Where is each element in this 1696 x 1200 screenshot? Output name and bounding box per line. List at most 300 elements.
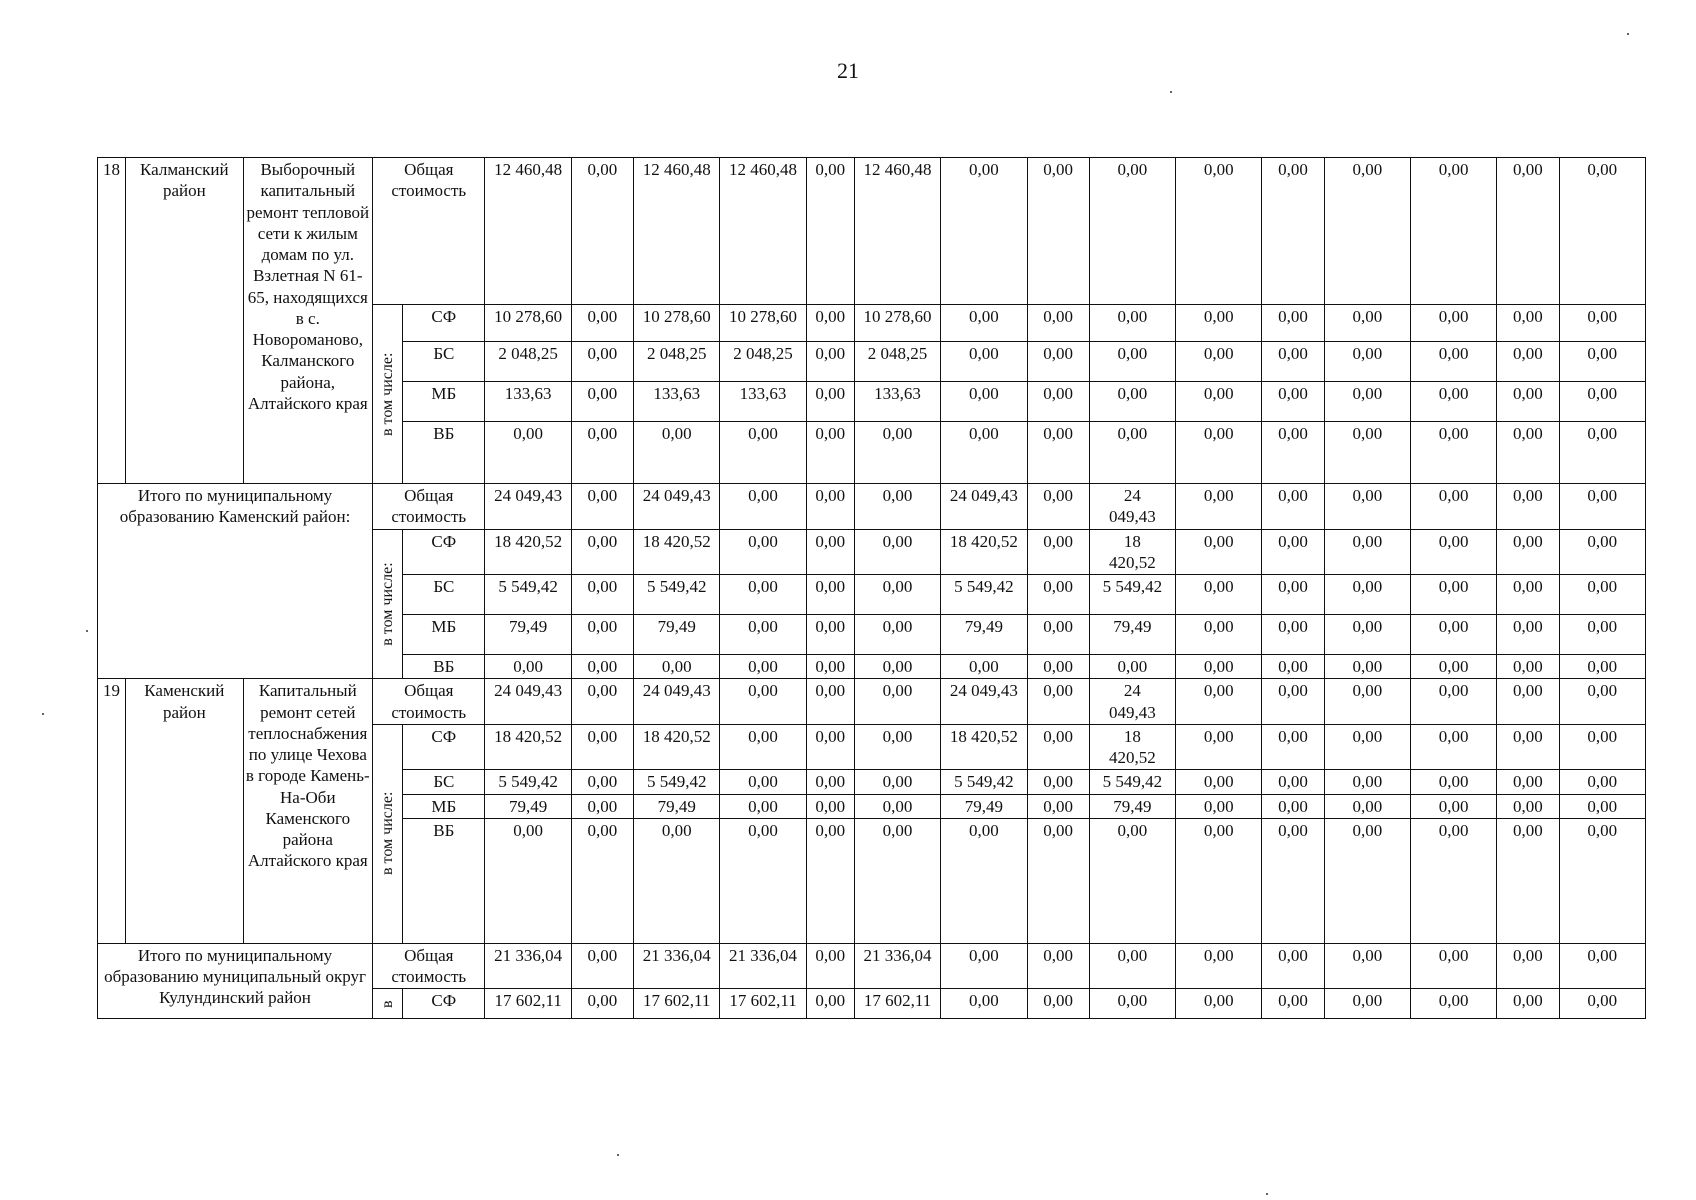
value-cell: 18 420,52 [1089, 724, 1175, 770]
value-cell: 0,00 [1324, 943, 1410, 989]
value-cell: 0,00 [571, 679, 633, 725]
value-cell: 12 460,48 [720, 158, 806, 305]
cost-type: СФ [403, 305, 485, 342]
page-number: 21 [837, 58, 859, 83]
value-cell: 2 048,25 [634, 342, 720, 382]
value-cell: 0,00 [571, 770, 633, 794]
project-description: Выборочный капитальный ремонт тепловой сети к жилым домам по ул. Взлетная N 61-65, находящихся в с. Новороманово, Калманского района, Алтайского края [243, 158, 373, 484]
sub-label-vertical [373, 724, 403, 943]
value-cell: 24 049,43 [1089, 679, 1175, 725]
value-cell: 0,00 [571, 158, 633, 305]
value-cell: 0,00 [1497, 818, 1559, 943]
value-cell: 0,00 [1497, 575, 1559, 615]
value-cell: 133,63 [854, 382, 940, 422]
value-cell: 2 048,25 [854, 342, 940, 382]
value-cell: 0,00 [1176, 615, 1262, 655]
value-cell: 0,00 [1027, 484, 1089, 530]
value-cell: 0,00 [1262, 575, 1324, 615]
cost-type-total: Общая стоимость [373, 679, 485, 725]
sub-label-text: в том числе: [378, 792, 396, 876]
value-cell: 0,00 [1559, 679, 1645, 725]
value-cell: 0,00 [1262, 679, 1324, 725]
value-cell: 0,00 [571, 382, 633, 422]
value-cell: 0,00 [1324, 484, 1410, 530]
cost-type: МБ [403, 615, 485, 655]
value-cell: 0,00 [1089, 305, 1175, 342]
value-cell: 0,00 [1497, 305, 1559, 342]
value-cell: 0,00 [1089, 342, 1175, 382]
value-cell: 0,00 [1089, 818, 1175, 943]
value-cell: 0,00 [1262, 655, 1324, 679]
value-cell: 17 602,11 [485, 989, 571, 1019]
value-cell: 0,00 [1089, 158, 1175, 305]
value-cell: 0,00 [806, 615, 854, 655]
value-cell: 10 278,60 [485, 305, 571, 342]
value-cell: 0,00 [806, 342, 854, 382]
value-cell: 0,00 [720, 422, 806, 484]
value-cell: 0,00 [1324, 818, 1410, 943]
value-cell: 0,00 [1497, 943, 1559, 989]
value-cell: 5 549,42 [1089, 770, 1175, 794]
value-cell: 0,00 [1497, 770, 1559, 794]
value-cell: 0,00 [854, 655, 940, 679]
value-cell: 0,00 [1176, 484, 1262, 530]
cost-type-total: Общая стоимость [373, 484, 485, 530]
value-cell: 0,00 [1176, 770, 1262, 794]
value-cell: 5 549,42 [1089, 575, 1175, 615]
value-cell: 0,00 [1176, 794, 1262, 818]
value-cell: 0,00 [941, 989, 1027, 1019]
total-label: Итого по муниципальному образованию Каменский район: [98, 484, 373, 679]
value-cell: 18 420,52 [941, 529, 1027, 575]
value-cell: 0,00 [485, 655, 571, 679]
value-cell: 0,00 [1410, 770, 1496, 794]
value-cell: 0,00 [854, 794, 940, 818]
value-cell: 18 420,52 [941, 724, 1027, 770]
value-cell: 0,00 [941, 382, 1027, 422]
value-cell: 24 049,43 [634, 679, 720, 725]
value-cell: 24 049,43 [1089, 484, 1175, 530]
value-cell: 10 278,60 [720, 305, 806, 342]
value-cell: 0,00 [1559, 655, 1645, 679]
value-cell: 0,00 [1497, 529, 1559, 575]
value-cell: 0,00 [1559, 422, 1645, 484]
value-cell: 18 420,52 [634, 724, 720, 770]
value-cell: 0,00 [1410, 615, 1496, 655]
row-number: 19 [98, 679, 126, 944]
value-cell: 79,49 [634, 615, 720, 655]
value-cell: 0,00 [1262, 724, 1324, 770]
table-body [98, 158, 1646, 1019]
sub-label-vertical [373, 529, 403, 679]
value-cell: 79,49 [634, 794, 720, 818]
value-cell: 0,00 [571, 305, 633, 342]
value-cell: 0,00 [634, 422, 720, 484]
value-cell: 133,63 [720, 382, 806, 422]
value-cell: 0,00 [1176, 305, 1262, 342]
cost-type: ВБ [403, 422, 485, 484]
value-cell: 24 049,43 [485, 484, 571, 530]
value-cell: 0,00 [1559, 818, 1645, 943]
value-cell: 0,00 [720, 679, 806, 725]
value-cell: 0,00 [854, 770, 940, 794]
value-cell: 0,00 [1324, 989, 1410, 1019]
value-cell: 0,00 [941, 943, 1027, 989]
cost-type: БС [403, 342, 485, 382]
value-cell: 0,00 [1497, 724, 1559, 770]
cost-type: СФ [403, 989, 485, 1019]
value-cell: 0,00 [1262, 342, 1324, 382]
value-cell: 21 336,04 [854, 943, 940, 989]
value-cell: 10 278,60 [854, 305, 940, 342]
value-cell: 0,00 [571, 818, 633, 943]
value-cell: 79,49 [1089, 615, 1175, 655]
value-cell: 0,00 [1497, 484, 1559, 530]
value-cell: 79,49 [485, 615, 571, 655]
table-row [98, 484, 1646, 530]
value-cell: 0,00 [485, 818, 571, 943]
value-cell: 0,00 [1027, 615, 1089, 655]
value-cell: 0,00 [1324, 724, 1410, 770]
value-cell: 0,00 [806, 724, 854, 770]
value-cell: 0,00 [1559, 382, 1645, 422]
value-cell: 5 549,42 [634, 770, 720, 794]
value-cell: 0,00 [1410, 158, 1496, 305]
sub-label-vertical [373, 305, 403, 484]
cost-type-total: Общая стоимость [373, 943, 485, 989]
value-cell: 0,00 [1176, 818, 1262, 943]
value-cell: 24 049,43 [634, 484, 720, 530]
value-cell: 18 420,52 [634, 529, 720, 575]
value-cell: 0,00 [571, 575, 633, 615]
value-cell: 0,00 [1324, 794, 1410, 818]
value-cell: 0,00 [1089, 422, 1175, 484]
value-cell: 0,00 [1410, 794, 1496, 818]
value-cell: 0,00 [720, 484, 806, 530]
table-row [98, 943, 1646, 989]
value-cell: 2 048,25 [720, 342, 806, 382]
value-cell: 0,00 [720, 818, 806, 943]
cost-type: ВБ [403, 818, 485, 943]
value-cell: 0,00 [1027, 794, 1089, 818]
value-cell: 0,00 [1262, 484, 1324, 530]
cost-type: СФ [403, 724, 485, 770]
value-cell: 0,00 [1262, 989, 1324, 1019]
district-name: Каменский район [126, 679, 243, 944]
value-cell: 0,00 [720, 655, 806, 679]
value-cell: 0,00 [1027, 158, 1089, 305]
value-cell: 0,00 [1497, 382, 1559, 422]
total-label: Итого по муниципальному образованию муниципальный округ Кулундинский район [98, 943, 373, 1019]
value-cell: 0,00 [720, 724, 806, 770]
value-cell: 0,00 [806, 158, 854, 305]
value-cell: 0,00 [1497, 422, 1559, 484]
value-cell: 17 602,11 [634, 989, 720, 1019]
value-cell: 18 420,52 [485, 529, 571, 575]
value-cell: 0,00 [1559, 724, 1645, 770]
value-cell: 79,49 [485, 794, 571, 818]
value-cell: 0,00 [1559, 529, 1645, 575]
value-cell: 0,00 [806, 943, 854, 989]
scan-speck [1170, 91, 1172, 93]
sub-label-text: в том числе: [378, 352, 396, 436]
value-cell: 0,00 [571, 484, 633, 530]
value-cell: 0,00 [571, 989, 633, 1019]
value-cell: 0,00 [1262, 305, 1324, 342]
value-cell: 0,00 [1497, 158, 1559, 305]
value-cell: 0,00 [1410, 679, 1496, 725]
value-cell: 0,00 [1324, 158, 1410, 305]
value-cell: 0,00 [1559, 305, 1645, 342]
sub-label-text: в том числе: [378, 562, 396, 646]
row-number: 18 [98, 158, 126, 484]
value-cell: 0,00 [1324, 575, 1410, 615]
value-cell: 0,00 [854, 615, 940, 655]
cost-type: МБ [403, 794, 485, 818]
cost-type: БС [403, 770, 485, 794]
value-cell: 0,00 [1559, 158, 1645, 305]
value-cell: 0,00 [1027, 305, 1089, 342]
value-cell: 0,00 [1324, 382, 1410, 422]
value-cell: 0,00 [1176, 382, 1262, 422]
cost-type: СФ [403, 529, 485, 575]
value-cell: 0,00 [1027, 529, 1089, 575]
value-cell: 0,00 [634, 655, 720, 679]
value-cell: 0,00 [1027, 342, 1089, 382]
value-cell: 0,00 [941, 342, 1027, 382]
value-cell: 0,00 [1027, 382, 1089, 422]
value-cell: 0,00 [1324, 655, 1410, 679]
value-cell: 0,00 [941, 818, 1027, 943]
value-cell: 0,00 [941, 305, 1027, 342]
value-cell: 0,00 [1410, 382, 1496, 422]
value-cell: 0,00 [1559, 989, 1645, 1019]
value-cell: 0,00 [806, 382, 854, 422]
value-cell: 5 549,42 [941, 575, 1027, 615]
scan-speck [1627, 33, 1629, 35]
value-cell: 0,00 [1324, 422, 1410, 484]
value-cell: 0,00 [1559, 794, 1645, 818]
value-cell: 0,00 [1497, 989, 1559, 1019]
value-cell: 21 336,04 [720, 943, 806, 989]
table-row [98, 158, 1646, 305]
value-cell: 0,00 [1027, 655, 1089, 679]
value-cell: 0,00 [1176, 422, 1262, 484]
cost-type: МБ [403, 382, 485, 422]
value-cell: 5 549,42 [485, 575, 571, 615]
value-cell: 0,00 [1497, 342, 1559, 382]
value-cell: 0,00 [1410, 989, 1496, 1019]
value-cell: 0,00 [1324, 770, 1410, 794]
value-cell: 0,00 [720, 615, 806, 655]
value-cell: 0,00 [854, 724, 940, 770]
value-cell: 0,00 [571, 794, 633, 818]
cost-type: БС [403, 575, 485, 615]
value-cell: 0,00 [941, 655, 1027, 679]
value-cell: 0,00 [1176, 679, 1262, 725]
value-cell: 0,00 [1027, 422, 1089, 484]
value-cell: 0,00 [1559, 943, 1645, 989]
project-description: Капитальный ремонт сетей теплоснабжения по улице Чехова в городе Камень-На-Оби Каменского района Алтайского края [243, 679, 373, 944]
value-cell: 0,00 [1410, 818, 1496, 943]
value-cell: 0,00 [1089, 655, 1175, 679]
value-cell: 133,63 [634, 382, 720, 422]
value-cell: 0,00 [941, 422, 1027, 484]
value-cell: 5 549,42 [634, 575, 720, 615]
value-cell: 0,00 [1262, 382, 1324, 422]
value-cell: 0,00 [720, 575, 806, 615]
value-cell: 0,00 [806, 770, 854, 794]
value-cell: 0,00 [1497, 655, 1559, 679]
value-cell: 0,00 [720, 529, 806, 575]
value-cell: 0,00 [1410, 305, 1496, 342]
value-cell: 0,00 [806, 655, 854, 679]
value-cell: 0,00 [1410, 422, 1496, 484]
value-cell: 12 460,48 [854, 158, 940, 305]
value-cell: 0,00 [1176, 724, 1262, 770]
cost-type-total: Общая стоимость [373, 158, 485, 305]
value-cell: 12 460,48 [634, 158, 720, 305]
value-cell: 2 048,25 [485, 342, 571, 382]
value-cell: 0,00 [1410, 342, 1496, 382]
scan-speck [86, 630, 88, 632]
value-cell: 0,00 [806, 989, 854, 1019]
value-cell: 0,00 [720, 794, 806, 818]
value-cell: 0,00 [1262, 943, 1324, 989]
value-cell: 0,00 [1176, 943, 1262, 989]
value-cell: 0,00 [1324, 615, 1410, 655]
value-cell: 0,00 [854, 422, 940, 484]
value-cell: 0,00 [1410, 575, 1496, 615]
value-cell: 0,00 [1262, 158, 1324, 305]
value-cell: 0,00 [571, 943, 633, 989]
value-cell: 0,00 [1089, 989, 1175, 1019]
scan-speck [617, 1154, 619, 1156]
value-cell: 0,00 [1497, 679, 1559, 725]
table-row [98, 679, 1646, 725]
value-cell: 0,00 [854, 575, 940, 615]
value-cell: 79,49 [1089, 794, 1175, 818]
value-cell: 0,00 [571, 342, 633, 382]
value-cell: 0,00 [1176, 342, 1262, 382]
value-cell: 0,00 [1262, 770, 1324, 794]
value-cell: 0,00 [806, 679, 854, 725]
value-cell: 0,00 [806, 422, 854, 484]
value-cell: 0,00 [1262, 794, 1324, 818]
value-cell: 0,00 [1324, 342, 1410, 382]
value-cell: 17 602,11 [854, 989, 940, 1019]
value-cell: 0,00 [806, 305, 854, 342]
sub-label-text: в [378, 999, 396, 1008]
value-cell: 0,00 [941, 158, 1027, 305]
value-cell: 0,00 [571, 422, 633, 484]
value-cell: 79,49 [941, 615, 1027, 655]
value-cell: 0,00 [1027, 989, 1089, 1019]
value-cell: 0,00 [1176, 655, 1262, 679]
value-cell: 0,00 [1559, 615, 1645, 655]
value-cell: 0,00 [1027, 818, 1089, 943]
scan-speck [1266, 1193, 1268, 1195]
district-name: Калманский район [126, 158, 243, 484]
value-cell: 17 602,11 [720, 989, 806, 1019]
value-cell: 5 549,42 [485, 770, 571, 794]
value-cell: 133,63 [485, 382, 571, 422]
value-cell: 0,00 [1262, 422, 1324, 484]
value-cell: 0,00 [1027, 679, 1089, 725]
value-cell: 0,00 [854, 529, 940, 575]
value-cell: 0,00 [806, 575, 854, 615]
value-cell: 0,00 [1176, 575, 1262, 615]
value-cell: 0,00 [854, 679, 940, 725]
value-cell: 0,00 [1176, 158, 1262, 305]
value-cell: 0,00 [1497, 615, 1559, 655]
value-cell: 0,00 [854, 818, 940, 943]
value-cell: 0,00 [1324, 305, 1410, 342]
value-cell: 0,00 [571, 615, 633, 655]
value-cell: 0,00 [806, 794, 854, 818]
value-cell: 0,00 [720, 770, 806, 794]
value-cell: 0,00 [1324, 529, 1410, 575]
value-cell: 0,00 [485, 422, 571, 484]
value-cell: 0,00 [571, 529, 633, 575]
value-cell: 0,00 [1497, 794, 1559, 818]
value-cell: 18 420,52 [1089, 529, 1175, 575]
value-cell: 0,00 [1089, 382, 1175, 422]
value-cell: 0,00 [1027, 770, 1089, 794]
value-cell: 0,00 [1410, 529, 1496, 575]
value-cell: 0,00 [1559, 484, 1645, 530]
value-cell: 0,00 [1559, 342, 1645, 382]
value-cell: 24 049,43 [941, 679, 1027, 725]
value-cell: 0,00 [1324, 679, 1410, 725]
value-cell: 12 460,48 [485, 158, 571, 305]
value-cell: 21 336,04 [634, 943, 720, 989]
value-cell: 0,00 [1559, 575, 1645, 615]
value-cell: 0,00 [1559, 770, 1645, 794]
value-cell: 21 336,04 [485, 943, 571, 989]
value-cell: 0,00 [854, 484, 940, 530]
value-cell: 79,49 [941, 794, 1027, 818]
value-cell: 0,00 [806, 484, 854, 530]
value-cell: 0,00 [1262, 615, 1324, 655]
value-cell: 24 049,43 [485, 679, 571, 725]
value-cell: 0,00 [571, 655, 633, 679]
value-cell: 0,00 [1410, 655, 1496, 679]
value-cell: 18 420,52 [485, 724, 571, 770]
scan-speck [42, 713, 44, 715]
value-cell: 0,00 [1027, 575, 1089, 615]
value-cell: 0,00 [1089, 943, 1175, 989]
value-cell: 24 049,43 [941, 484, 1027, 530]
value-cell: 0,00 [806, 529, 854, 575]
value-cell: 5 549,42 [941, 770, 1027, 794]
sub-label-vertical [373, 989, 403, 1019]
value-cell: 0,00 [1027, 724, 1089, 770]
value-cell: 0,00 [1176, 989, 1262, 1019]
value-cell: 0,00 [1410, 943, 1496, 989]
value-cell: 0,00 [1176, 529, 1262, 575]
value-cell: 0,00 [1410, 724, 1496, 770]
value-cell: 10 278,60 [634, 305, 720, 342]
value-cell: 0,00 [1410, 484, 1496, 530]
value-cell: 0,00 [806, 818, 854, 943]
value-cell: 0,00 [1262, 818, 1324, 943]
value-cell: 0,00 [1027, 943, 1089, 989]
budget-table [97, 157, 1646, 1019]
value-cell: 0,00 [634, 818, 720, 943]
value-cell: 0,00 [571, 724, 633, 770]
value-cell: 0,00 [1262, 529, 1324, 575]
